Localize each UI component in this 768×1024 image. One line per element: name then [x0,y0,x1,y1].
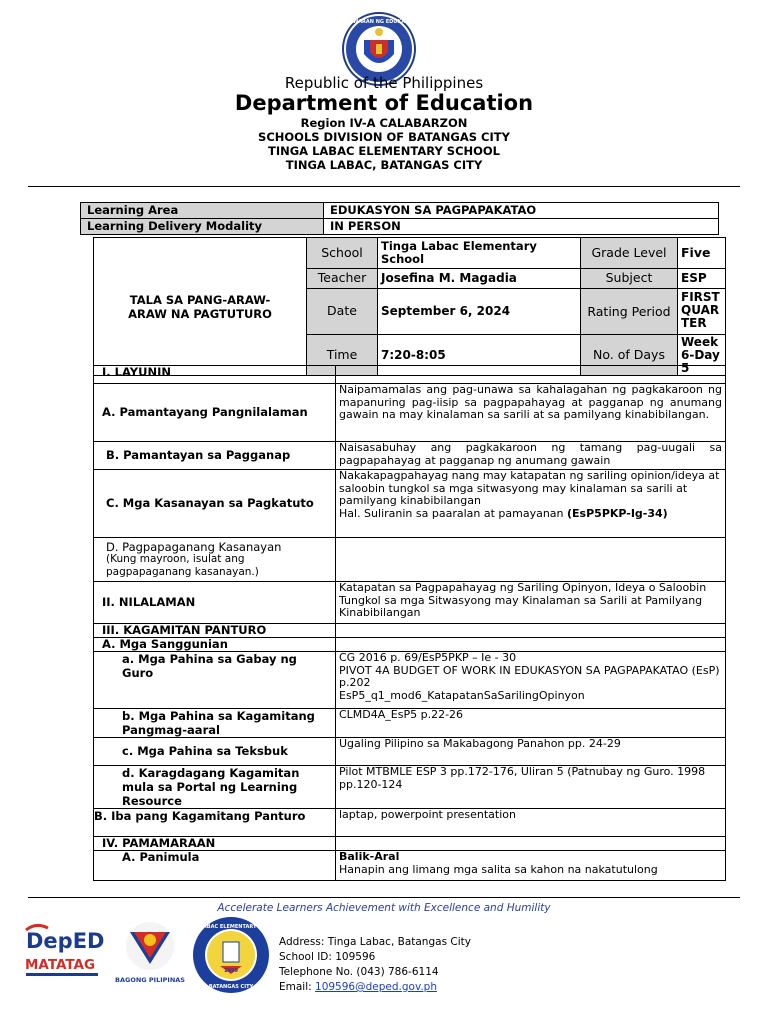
rating-label: Rating Period [581,289,678,335]
school-email-line [279,980,471,995]
empty-cell [336,624,726,638]
school-label: School [307,238,378,269]
kasanayan-label: C. Mga Kasanayan sa Pagkatuto [94,470,336,538]
gabay-value: CG 2016 p. 69/EsP5PKP – Ie - 30 PIVOT 4A BUDGET OF WORK IN EDUKASYON SA PAGPAPAKATAO (EsP) p.202 EsP5_q1_mod6_KatapatanSaSarilingOpinyon [336,652,726,709]
days-value: Week 6-Day 5 [678,335,726,376]
date-value: September 6, 2024 [378,289,581,335]
school-seal-text: TINGA LABAC ELEMENTARY SCHOOL [180,924,282,930]
footer-divider [28,897,740,898]
kasanayan-example: Hal. Suliranin sa paaralan at pamayanan [339,506,564,520]
pamantayang-label: A. Pamantayang Pangnilalaman [94,384,336,442]
school-id: School ID: 109596 [279,951,376,963]
division-line: SCHOOLS DIVISION OF BATANGAS CITY [258,130,510,144]
bagong-pilipinas-text: BAGONG PILIPINAS [115,976,185,984]
time-label: Time [307,335,378,376]
pangmagaaral-value: CLMD4A_EsP5 p.22-26 [336,709,726,738]
learning-area-label: Learning Area [81,203,324,219]
learning-area-table [80,202,719,235]
modality-label: Learning Delivery Modality [81,219,324,235]
pagpapaganang-note: (Kung mayroon, isulat ang pagpapaganang kasanayan.) [106,553,259,578]
school-address: Address: Tinga Labac, Batangas City [279,936,471,948]
rating-value: FIRST QUARTER [678,289,726,335]
department-title: Department of Education [234,91,534,115]
bagong-pilipinas-logo [112,918,188,986]
school-telephone: Telephone No. (043) 786-6114 [279,966,439,978]
pamantayang-value: Naipamamalas ang pag-unawa sa kahalagahan ng pagkakaroon ng mapanuring pag-iisip sa pagpapahayag at pagganap ng anumang gawain na may kinalaman sa sarili at sa pamilyang kinabibilangan. [336,384,726,442]
gabay-label: a. Mga Pahina sa Gabay ng Guro [94,652,336,709]
teacher-value: Josefina M. Magadia [378,269,581,289]
location-line: TINGA LABAC, BATANGAS CITY [285,158,483,172]
date-label: Date [307,289,378,335]
seal-text: KAGAWARAN NG EDUKASYON [337,19,421,25]
panimula-cell [336,851,726,881]
school-value: Tinga Labac Elementary School [378,238,581,269]
days-label: No. of Days [581,335,678,376]
panimula-title: Balik-Aral [339,850,400,863]
pagpapaganang-label: D. Pagpapaganang Kasanayan [106,539,282,554]
lesson-log-title: TALA SA PANG-ARAW-ARAW NA PAGTUTURO [94,238,307,376]
teksbuk-value: Ugaling Pilipino sa Makabagong Panahon pp. 24-29 [336,738,726,766]
kasanayan-value: Nakakapagpahayag nang may katapatan ng sariling opinion/ideya at saloobin tungkol sa mga sitwasyong may kinalaman sa sarili at pamilyang kinabibilangan [339,469,720,507]
teacher-label: Teacher [307,269,378,289]
pagganap-value: Naisasabuhay ang pagkakaroon ng tamang pag-uugali sa pagpapahayag at pagganap ng anumang gawain [336,442,726,470]
school-seal-year: 1999 [224,968,238,974]
deped-wordmark: DepED [26,929,105,953]
matatag-wordmark: MATATAG [25,957,96,973]
republic-line: Republic of the Philippines [284,74,484,92]
iba-label [94,809,336,837]
layunin-heading: I. LAYUNIN [94,366,336,384]
pagpapaganang-cell [94,538,336,582]
kasanayan-code: (EsP5PKP-Ig-34) [567,506,668,520]
empty-cell [336,638,726,652]
deped-matatag-logo [24,920,105,986]
subject-value: ESP [678,269,726,289]
email-link[interactable]: 109596@deped.gov.ph [315,981,437,993]
nilalaman-value: Katapatan sa Pagpapahayag ng Sariling Opinyon, Ideya o Saloobin Tungkol sa mga Sitwasyong may Kinalaman sa Sarili at Pamilyang Kinabibilangan [336,582,726,624]
grade-label: Grade Level [581,238,678,269]
teksbuk-label: c. Mga Pahina sa Teksbuk [94,738,336,766]
empty-cell [336,538,726,582]
empty-cell [336,837,726,851]
school-contact-block [279,935,471,995]
school-line: TINGA LABAC ELEMENTARY SCHOOL [267,144,501,158]
pamamaraan-heading: IV. PAMAMARAAN [94,837,336,851]
header-divider [28,186,740,187]
lesson-info-table [93,237,726,376]
panimula-label: A. Panimula [94,851,336,881]
region-line: Region IV-A CALABARZON [300,116,468,130]
pagganap-label: B. Pamantayan sa Pagganap [94,442,336,470]
subject-label: Subject [581,269,678,289]
iba-label-text: B. Iba pang Kagamitang Panturo [94,809,306,823]
lesson-plan-table [93,365,726,881]
iba-value: laptap, powerpoint presentation [336,809,726,837]
kagamitan-heading: III. KAGAMITAN PANTURO [94,624,336,638]
modality-value: IN PERSON [324,219,719,235]
footer-tagline: Accelerate Learners Achievement with Excellence and Humility [217,902,551,914]
karagdagang-value: Pilot MTBMLE ESP 3 pp.172-176, Uliran 5 (Patnubay ng Guro. 1998 pp.120-124 [336,766,726,809]
grade-value: Five [678,238,726,269]
tinga-labac-school-seal [180,916,282,994]
karagdagang-label: d. Karagdagang Kagamitan mula sa Portal ng Learning Resource [94,766,336,809]
learning-area-value: EDUKASYON SA PAGPAPAKATAO [324,203,719,219]
panimula-value: Hanapin ang limang mga salita sa kahon na nakatutulong [339,862,658,876]
sanggunian-heading: A. Mga Sanggunian [94,638,336,652]
empty-cell [336,366,726,384]
nilalaman-label: II. NILALAMAN [94,582,336,624]
time-value: 7:20-8:05 [378,335,581,376]
email-label: Email: [279,981,316,993]
school-seal-city: BATANGAS CITY [208,984,254,990]
pangmagaaral-label: b. Mga Pahina sa Kagamitang Pangmag-aaral [94,709,336,738]
kasanayan-cell [336,470,726,538]
